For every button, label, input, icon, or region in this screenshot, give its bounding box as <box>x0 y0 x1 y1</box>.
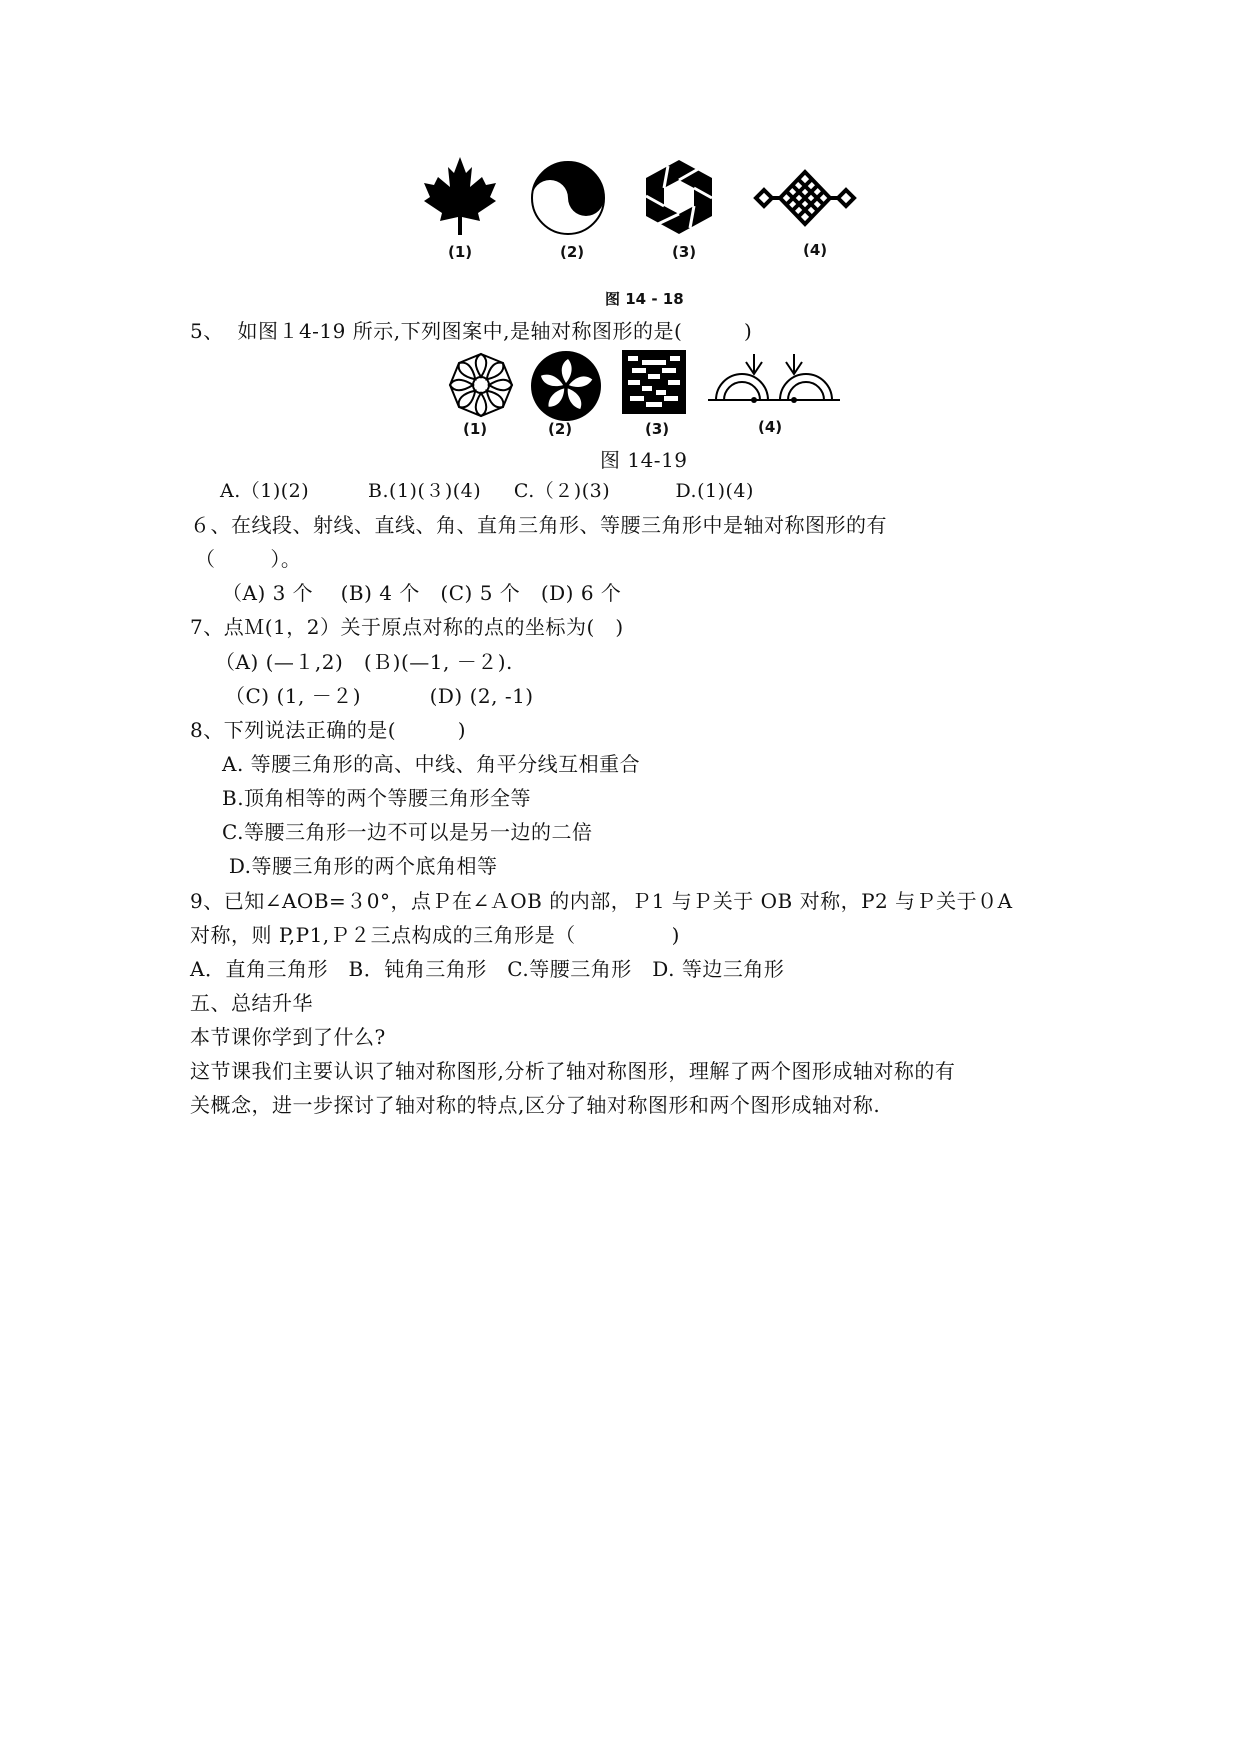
q9-question-line-2: 对称，则 P,P1,Ｐ２三点构成的三角形是（ ) <box>190 923 680 947</box>
q5-options: A.（1)(2) B.(1)(３)(4) C.（２)(3) D.(1)(4) <box>220 480 754 502</box>
q7-question: 7、点Ｍ(1，2）关于原点对称的点的坐标为( ) <box>190 615 624 639</box>
q6-options: （A) 3 个 (B) 4 个 (C) 5 个 (D) 6 个 <box>222 581 622 605</box>
q7-options-1: （A) (—１,2) (Ｂ)(—1, －２). <box>215 650 513 674</box>
q8-option-a: A. 等腰三角形的高、中线、角平分线互相重合 <box>222 752 641 776</box>
maple-leaf-icon <box>420 155 500 235</box>
fig1418-caption: 图 14 - 18 <box>605 290 684 308</box>
chinese-knot-icon <box>750 168 860 228</box>
q6-blank: （ ）。 <box>195 547 302 571</box>
q5-fig-label-4: (4) <box>758 418 783 436</box>
square-pattern-icon <box>622 350 686 414</box>
arches-arrows-icon <box>706 352 842 406</box>
q5-question: 5、 如图１4-19 所示,下列图案中,是轴对称图形的是( ) <box>190 319 753 343</box>
fig1418-label-2: (2) <box>560 243 585 261</box>
q9-options: A．直角三角形 B．钝角三角形 C.等腰三角形 D. 等边三角形 <box>190 957 785 981</box>
section-summary-line-2: 关概念，进一步探讨了轴对称的特点,区分了轴对称图形和两个图形成轴对称. <box>190 1093 881 1117</box>
rosette-icon <box>448 352 514 418</box>
section-heading: 五、总结升华 <box>190 991 313 1015</box>
q8-option-d: D.等腰三角形的两个底角相等 <box>222 854 498 878</box>
q9-question-line-1: 9、已知∠AOB=３0°，点Ｐ在∠ＡOB 的内部，Ｐ1 与Ｐ关于 OB 对称，P2 与Ｐ关于０A <box>190 889 1013 913</box>
fig1418-label-1: (1) <box>448 243 473 261</box>
fig1418-label-3: (3) <box>672 243 697 261</box>
q8-question: 8、下列说法正确的是( ) <box>190 718 467 742</box>
q8-option-b: B.顶角相等的两个等腰三角形全等 <box>222 786 532 810</box>
q5-fig-label-3: (3) <box>645 420 670 438</box>
hexagon-aperture-icon <box>640 158 718 236</box>
fig1418-label-4: (4) <box>803 241 828 259</box>
q6-question: ６、在线段、射线、直线、角、直角三角形、等腰三角形中是轴对称图形的有 <box>190 513 887 537</box>
q7-options-2: （C) (1, －２) (D) (2, -1) <box>225 684 534 708</box>
yin-yang-icon <box>530 160 606 236</box>
q5-fig-label-2: (2) <box>548 420 573 438</box>
bauhinia-icon <box>530 350 602 422</box>
q5-fig-caption: 图 14-19 <box>600 448 688 472</box>
q5-fig-label-1: (1) <box>463 420 488 438</box>
q8-option-c: C.等腰三角形一边不可以是另一边的二倍 <box>222 820 593 844</box>
section-summary-line-1: 这节课我们主要认识了轴对称图形,分析了轴对称图形，理解了两个图形成轴对称的有 <box>190 1059 956 1083</box>
section-question: 本节课你学到了什么? <box>190 1025 386 1049</box>
